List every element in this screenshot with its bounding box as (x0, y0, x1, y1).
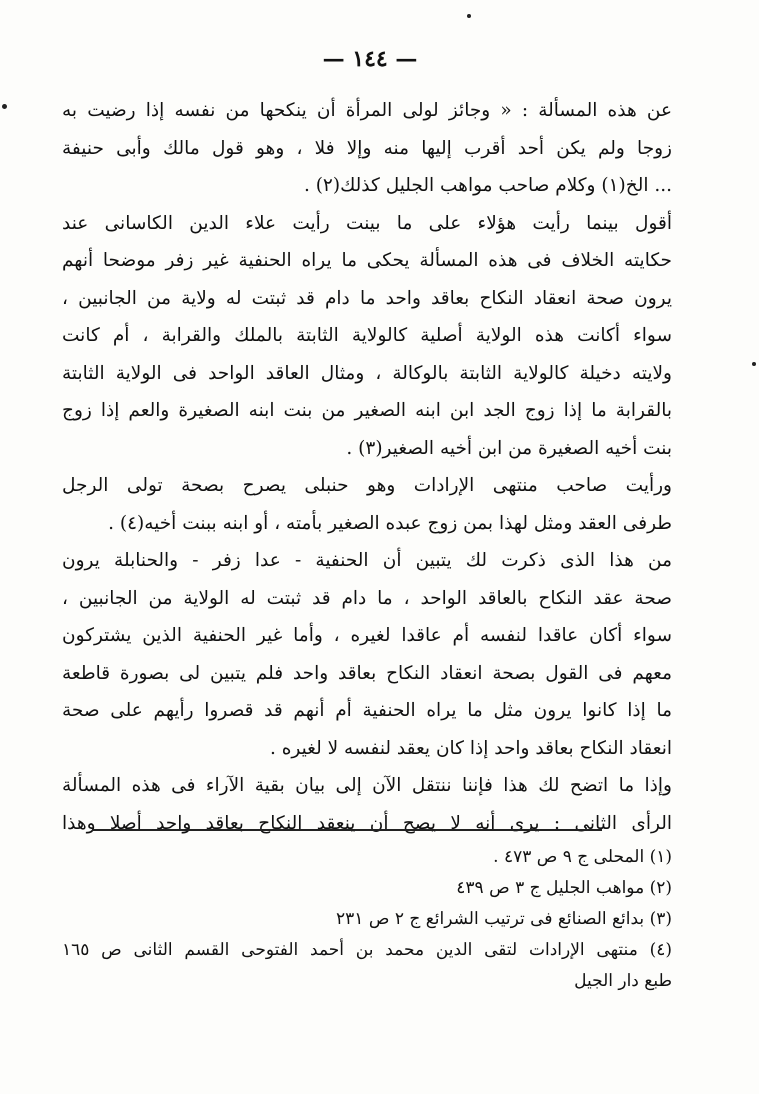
text-line: من هذا الذى ذكرت لك يتبين أن الحنفية - عدا زفر - والحنابلة يرون (62, 550, 672, 571)
footnote-1: (١) المحلى ج ٩ ص ٤٧٣ . (493, 847, 672, 867)
text-line: معهم فى القول بصحة انعقاد النكاح بعاقد واحد فلم يتبين لى بصورة قاطعة (62, 662, 672, 684)
text-line: صحة عقد النكاح بالعاقد الواحد ، ما دام قد ثبتت له الولاية من الجانبين ، (62, 587, 672, 609)
text-line: سواء أكان عاقدا لنفسه أم عاقدا لغيره ، وأما غير الحنفية الذين يشتركون (62, 625, 672, 646)
text-line: طرفى العقد ومثل لهذا بمن زوج عبده الصغير بأمته ، أو ابنه ببنت أخيه(٤) . (108, 512, 672, 534)
text-line: وإذا ما اتضح لك هذا فإننا ننتقل الآن إلى بيان بقية الآراء فى هذه المسألة (62, 775, 672, 796)
text-line: زوجا ولم يكن أحد أقرب إليها منه وإلا فلا ، وهو قول مالك وأبى حنيفة (62, 137, 672, 159)
footnote-separator (92, 829, 602, 831)
text-line: ورأيت صاحب منتهى الإرادات وهو حنبلى يصرح بصحة تولى الرجل (62, 475, 672, 496)
text-line: بنت أخيه الصغيرة من ابن أخيه الصغير(٣) . (346, 437, 672, 459)
text-line: الرأى الثانى : يرى أنه لا يصح أن ينعقد النكاح بعاقد واحد أصلا وهذا (62, 812, 672, 834)
scan-speck-top (467, 14, 471, 18)
scan-speck-left-edge (2, 104, 7, 109)
text-line: ولايته دخيلة كالولاية الثابتة بالوكالة ، ومثال العاقد الواحد فى الولاية الثابتة (62, 362, 672, 384)
main-text-body (62, 92, 672, 842)
text-line: عن هذه المسألة : « وجائز لولى المرأة أن ينكحها من نفسه إذا رضيت به (62, 100, 672, 121)
text-line: يرون صحة انعقاد النكاح بعاقد واحد ما دام قد ثبتت له ولاية من الجانبين ، (62, 287, 672, 309)
footnote-2: (٢) مواهب الجليل ج ٣ ص ٤٣٩ (456, 878, 672, 898)
text-line: بالقرابة ما إذا زوج الجد ابن ابنه الصغير من بنت ابنه الصغيرة والعم إذا زوج (62, 400, 672, 421)
scan-speck-right-edge (752, 362, 756, 366)
text-line: سواء أكانت هذه الولاية أصلية كالولاية الثابتة بالملك والقرابة ، أم كانت (62, 325, 672, 346)
footnotes (62, 842, 672, 997)
footnote-4-continuation: طبع دار الجيل (574, 971, 672, 991)
footnote-3: (٣) بدائع الصنائع فى ترتيب الشرائع ج ٢ ص ٢٣١ (336, 909, 672, 929)
text-line: انعقاد النكاح بعاقد واحد إذا كان يعقد لنفسه لا لغيره . (269, 737, 672, 759)
text-line: حكايته الخلاف فى هذه المسألة يحكى ما يراه الحنفية غير زفر موضحا أنهم (62, 250, 672, 271)
text-line: ما إذا كانوا يرون مثل ما يراه الحنفية أم أنهم قد قصروا رأيهم على صحة (62, 700, 672, 721)
page-number: — ١٤٤ — (322, 46, 418, 72)
text-line: ... الخ(١) وكلام صاحب مواهب الجليل كذلك(٢) . (303, 175, 672, 196)
text-line: أقول بينما رأيت هؤلاء على ما بينت رأيت علاء الدين الكاسانى عند (62, 212, 672, 234)
footnote-4: (٤) منتهى الإرادات لتقى الدين محمد بن أحمد الفتوحى القسم الثانى ص ١٦٥ (62, 940, 672, 960)
